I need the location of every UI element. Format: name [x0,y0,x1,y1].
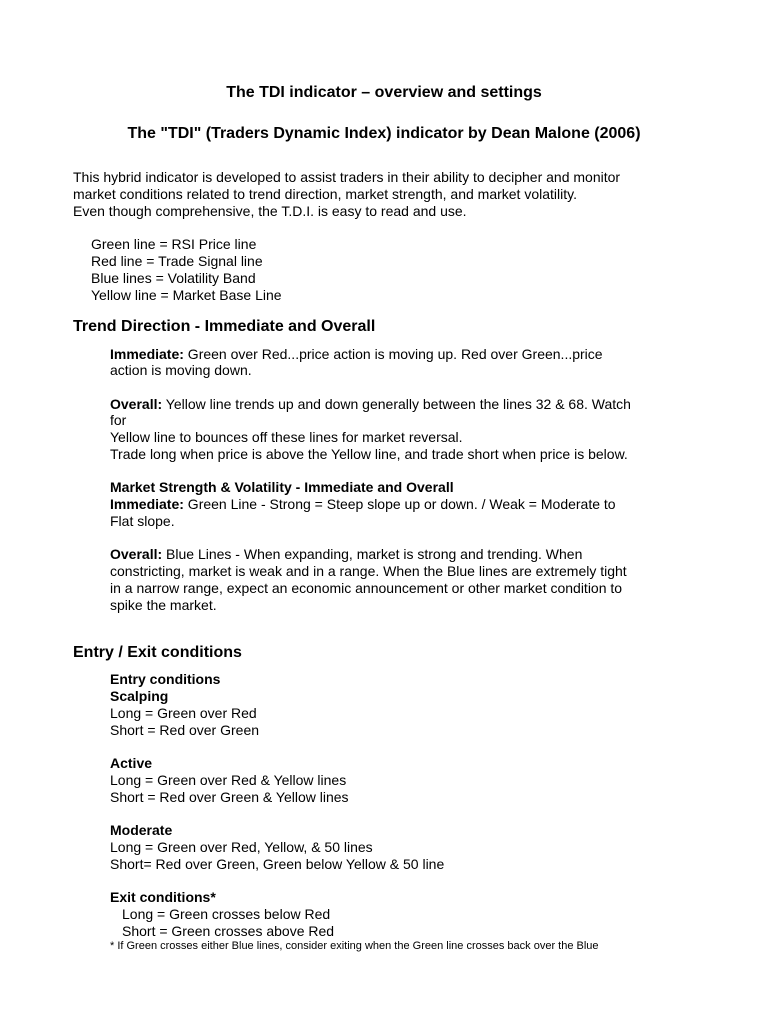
active-heading: Active [110,755,153,771]
strength-overall-text: Blue Lines - When expanding, market is strong and trending. When [162,546,583,562]
trend-immediate-text: Green over Red...price action is moving up. Red over Green...price [183,346,603,362]
exit-long: Long = Green crosses below Red [122,906,331,922]
legend-yellow: Yellow line = Market Base Line [91,287,282,303]
scalping-heading: Scalping [110,688,169,704]
moderate-long: Long = Green over Red, Yellow, & 50 lines [110,839,373,855]
trend-heading: Trend Direction - Immediate and Overall [73,318,376,335]
moderate-short: Short= Red over Green, Green below Yellow & 50 line [110,856,445,872]
legend-red: Red line = Trade Signal line [91,253,263,269]
trend-overall-cont-3: Trade long when price is above the Yellow line, and trade short when price is below. [110,446,628,462]
legend-blue: Blue lines = Volatility Band [91,270,256,286]
intro-line-2: market conditions related to trend direction, market strength, and market volatility. [73,186,577,202]
trend-immediate [110,346,603,363]
moderate-heading: Moderate [110,822,173,838]
trend-immediate-label: Immediate: [110,346,184,362]
exit-conditions-heading: Exit conditions* [110,889,216,905]
intro-line-1: This hybrid indicator is developed to assist traders in their ability to decipher and monitor [73,169,621,185]
strength-overall-cont-3: spike the market. [110,597,217,613]
document-subtitle: The "TDI" (Traders Dynamic Index) indicator by Dean Malone (2006) [127,125,641,142]
strength-overall-cont-2: in a narrow range, expect an economic announcement or other market condition to [110,580,623,596]
strength-heading: Market Strength & Volatility - Immediate and Overall [110,479,454,495]
scalping-short: Short = Red over Green [110,722,260,738]
document-title: The TDI indicator – overview and settings [226,84,542,101]
strength-immediate-label: Immediate: [110,496,184,512]
active-short: Short = Red over Green & Yellow lines [110,789,349,805]
strength-immediate [110,496,616,513]
strength-overall-label: Overall: [110,546,163,562]
intro-line-3: Even though comprehensive, the T.D.I. is easy to read and use. [73,203,467,219]
active-long: Long = Green over Red & Yellow lines [110,772,347,788]
trend-overall-text: Yellow line trends up and down generally between the lines 32 & 68. Watch [162,396,631,412]
trend-overall-cont-2: Yellow line to bounces off these lines for market reversal. [110,429,463,445]
entry-conditions-heading: Entry conditions [110,671,221,687]
exit-short: Short = Green crosses above Red [122,923,335,939]
exit-footnote: * If Green crosses either Blue lines, consider exiting when the Green line crosses back over the Blue [110,940,599,952]
trend-overall-label: Overall: [110,396,163,412]
legend-green: Green line = RSI Price line [91,236,257,252]
trend-overall-cont-1: for [110,412,127,428]
strength-overall-cont-1: constricting, market is weak and in a range. When the Blue lines are extremely tight [110,563,627,579]
entry-exit-heading: Entry / Exit conditions [73,644,242,661]
trend-immediate-cont: action is moving down. [110,362,252,378]
strength-immediate-cont: Flat slope. [110,513,175,529]
strength-immediate-text: Green Line - Strong = Steep slope up or down. / Weak = Moderate to [183,496,616,512]
strength-overall [110,546,582,563]
scalping-long: Long = Green over Red [110,705,257,721]
trend-overall [110,396,631,413]
